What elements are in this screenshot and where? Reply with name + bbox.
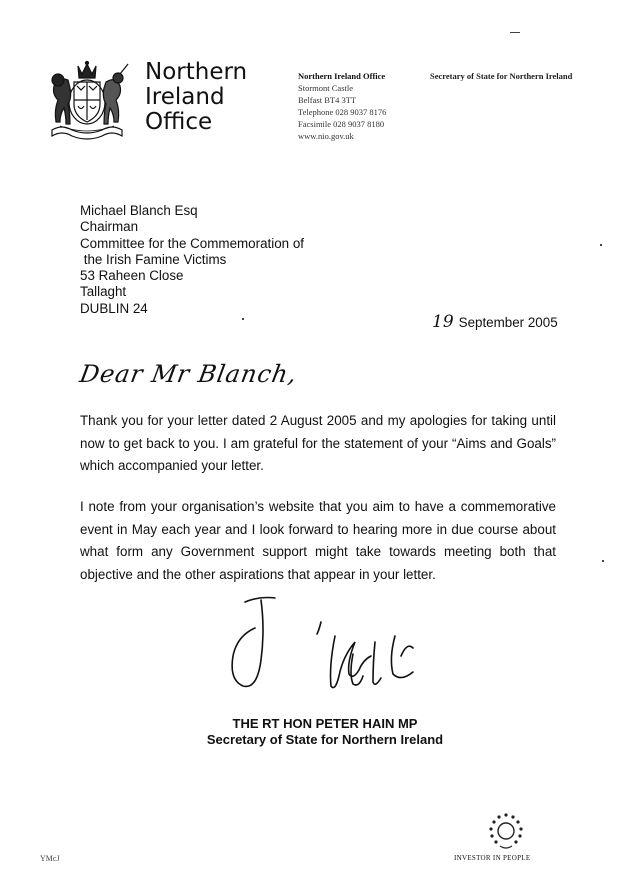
scan-speck	[600, 244, 602, 246]
reference-initials: YMcJ	[40, 854, 60, 863]
recipient-line: Chairman	[80, 219, 139, 235]
logo-line-1: Northern	[145, 59, 248, 85]
address-line: www.nio.gov.uk	[298, 131, 354, 141]
royal-crest-icon	[40, 60, 135, 140]
body-paragraph-2: I note from your organisation’s website that you aim to have a commemorative event in May each year and I look forward to hearing more in due course about what form any Government support might take towards meeting both that objective and the other aspirations that appear in your letter.	[80, 499, 556, 582]
signatory-title: Secretary of State for Northern Ireland	[206, 732, 444, 747]
signatory-name: THE RT HON PETER HAIN MP	[232, 716, 418, 731]
letter-date	[432, 312, 558, 332]
recipient-line: Committee for the Commemoration of	[80, 235, 304, 251]
office-title-header: Secretary of State for Northern Ireland	[430, 71, 573, 81]
date-month-year: September 2005	[458, 315, 558, 330]
recipient-line: DUBLIN 24	[80, 300, 148, 316]
recipient-line: Michael Blanch Esq	[80, 203, 198, 218]
address-line: Telephone 028 9037 8176	[298, 107, 387, 117]
investor-in-people-label: INVESTOR IN PEOPLE	[454, 854, 531, 862]
address-line: Stormont Castle	[298, 83, 354, 93]
handwritten-salutation: Dear Mr Blanch,	[77, 360, 300, 388]
sender-address	[298, 70, 386, 142]
scan-speck	[510, 32, 520, 33]
nio-logo-text	[145, 60, 247, 135]
scan-speck	[242, 318, 244, 320]
logo-line-3: Office	[145, 109, 213, 135]
recipient-address	[80, 203, 304, 317]
address-line: Belfast BT4 3TT	[298, 95, 357, 105]
logo-line-2: Ireland	[145, 84, 225, 110]
recipient-line: the Irish Famine Victims	[80, 251, 227, 267]
signatory-block	[180, 716, 470, 748]
address-org: Northern Ireland Office	[298, 71, 386, 81]
recipient-line: 53 Raheen Close	[80, 268, 184, 284]
investor-in-people-wreath-icon	[486, 812, 526, 850]
scan-speck	[602, 560, 604, 562]
date-day-handwritten: 19	[432, 312, 454, 332]
body-paragraph-1: Thank you for your letter dated 2 August 2005 and my apologies for taking until now to get back to you. I am grateful for the statement of your “Aims and Goals” which accompanied your letter.	[80, 413, 556, 473]
address-line: Facsimile 028 9037 8180	[298, 119, 385, 129]
handwritten-signature	[225, 592, 465, 704]
recipient-line: Tallaght	[80, 284, 127, 300]
